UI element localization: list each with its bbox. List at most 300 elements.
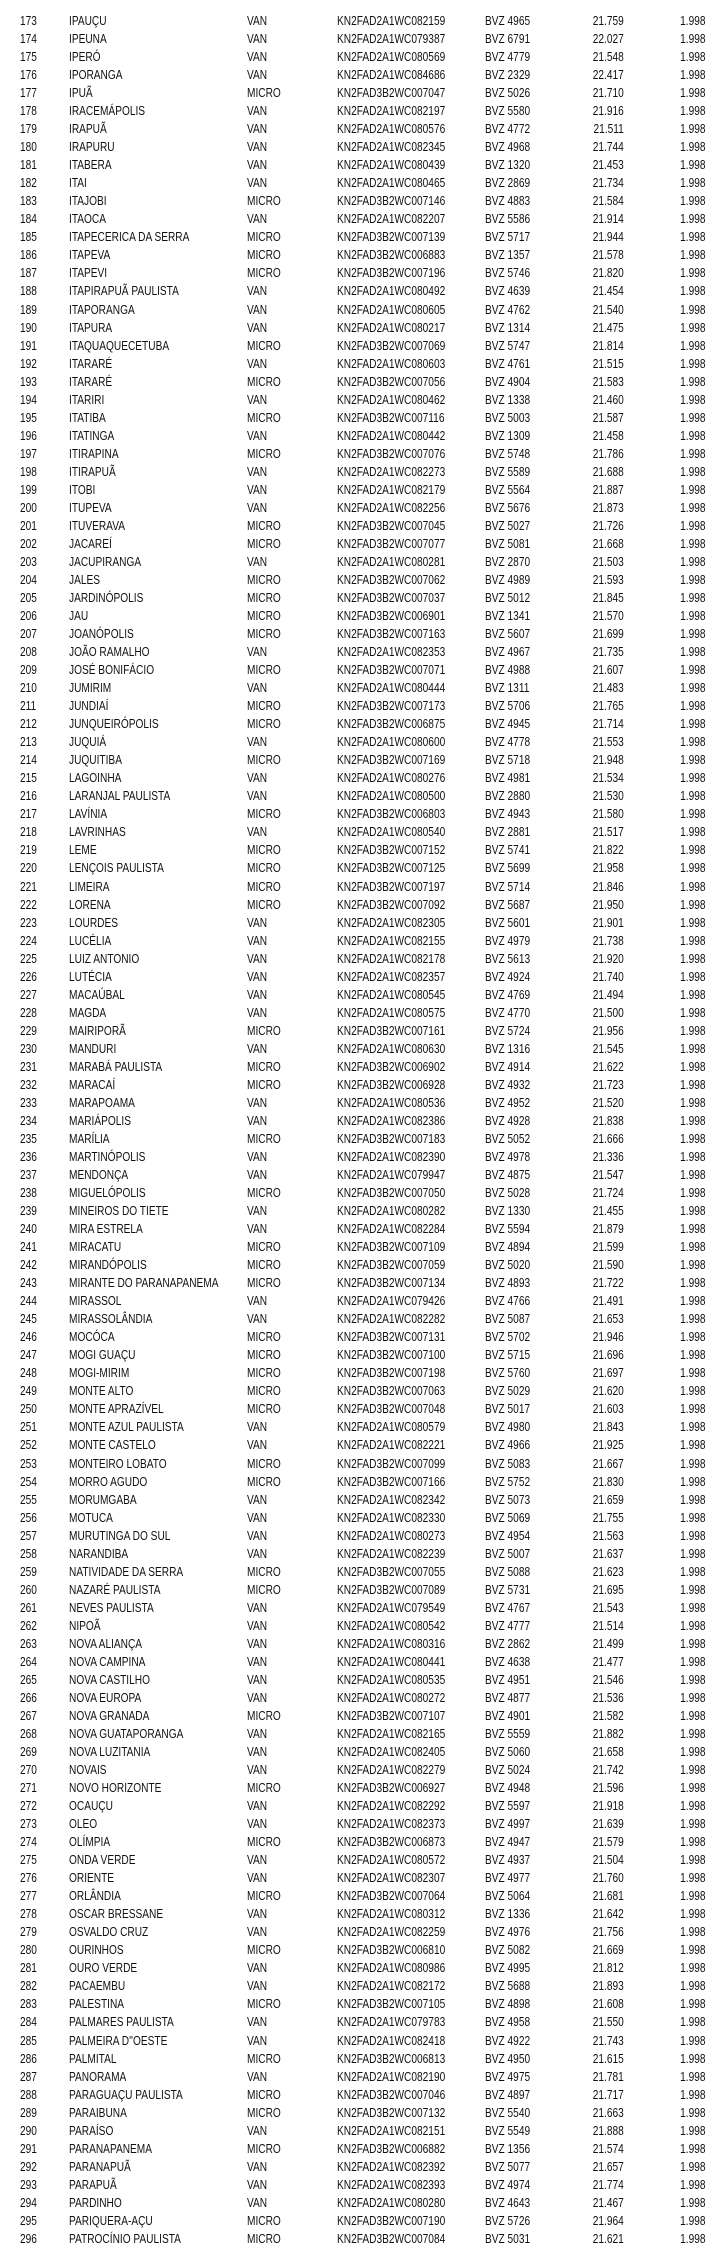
chassis-number-cell	[337, 2159, 476, 2175]
table-row	[0, 228, 722, 246]
license-plate-cell	[485, 1906, 543, 1922]
vehicle-type-cell	[247, 1149, 273, 1165]
chassis-number: KN2FAD3B2WC006882	[337, 2140, 446, 2156]
municipality-name-cell	[69, 49, 109, 65]
row-number-cell	[20, 1528, 42, 1544]
year: 1.998	[680, 1816, 706, 1832]
year: 1.998	[680, 1094, 706, 1110]
license-plate: BVZ 4761	[485, 355, 531, 371]
chassis-number: KN2FAD2A1WC082405	[337, 1744, 446, 1759]
chassis-number-cell	[337, 103, 476, 119]
license-plate: BVZ 5746	[485, 265, 531, 281]
year: 1.998	[680, 2068, 706, 2084]
vehicle-type-cell	[247, 2087, 290, 2103]
row-number: 262	[20, 1617, 37, 1633]
vehicle-type-cell	[247, 1726, 273, 1742]
license-plate-cell	[485, 1924, 543, 1940]
vehicle-type-cell	[247, 1239, 290, 1255]
municipality-name: NOVA CASTILHO	[69, 1671, 150, 1687]
year: 1.998	[680, 1022, 706, 1038]
year-cell	[673, 157, 706, 173]
vehicle-type-cell	[247, 1690, 273, 1706]
value: 21.838	[592, 1112, 624, 1128]
municipality-name-cell	[69, 1203, 197, 1219]
license-plate: BVZ 4762	[485, 301, 531, 317]
row-number: 201	[20, 517, 37, 533]
municipality-name: IRAPUÃ	[69, 121, 107, 137]
vehicle-type-cell	[247, 1275, 290, 1291]
municipality-name: NOVAIS	[69, 1762, 107, 1778]
value-cell	[584, 1149, 624, 1165]
chassis-number: KN2FAD2A1WC080312	[337, 1906, 446, 1922]
chassis-number: KN2FAD2A1WC082345	[337, 139, 446, 155]
row-number-cell	[20, 1347, 42, 1363]
municipality-name: MINEIROS DO TIETE	[69, 1203, 169, 1219]
vehicle-type: MICRO	[247, 1383, 281, 1399]
row-number-cell	[20, 951, 42, 967]
municipality-name-cell	[69, 31, 117, 47]
chassis-number-cell	[337, 1726, 476, 1742]
row-number-cell	[20, 933, 42, 949]
vehicle-type-cell	[247, 626, 290, 642]
vehicle-type: VAN	[247, 1545, 268, 1561]
chassis-number-cell	[337, 2033, 476, 2049]
row-number: 199	[20, 481, 37, 497]
chassis-number: KN2FAD2A1WC080986	[337, 1960, 446, 1976]
chassis-number: KN2FAD3B2WC007048	[337, 1401, 446, 1417]
row-number: 188	[20, 283, 37, 299]
table-row	[0, 1022, 722, 1040]
license-plate: BVZ 4779	[485, 49, 531, 65]
year-cell	[673, 987, 706, 1003]
license-plate-cell	[485, 464, 543, 480]
license-plate-cell	[485, 1834, 543, 1850]
row-number: 247	[20, 1347, 37, 1363]
license-plate: BVZ 5060	[485, 1744, 531, 1759]
license-plate: BVZ 5073	[485, 1491, 531, 1507]
value: 21.845	[592, 590, 624, 605]
table-row	[0, 463, 722, 481]
row-number: 232	[20, 1076, 37, 1092]
municipality-name-cell	[69, 752, 137, 768]
license-plate: BVZ 5081	[485, 535, 531, 551]
value-cell	[584, 951, 624, 967]
municipality-name-cell	[69, 1474, 169, 1490]
municipality-name-cell	[69, 1456, 194, 1472]
value-cell	[584, 2231, 624, 2247]
vehicle-type: VAN	[247, 553, 268, 569]
value-cell	[584, 1203, 624, 1219]
year-cell	[673, 175, 706, 191]
value-cell	[584, 1023, 624, 1039]
value: 21.639	[592, 1816, 624, 1832]
row-number-cell	[20, 698, 41, 714]
municipality-name-cell	[69, 1023, 142, 1039]
municipality-name: MOTUCA	[69, 1509, 113, 1525]
row-number-cell	[20, 320, 42, 336]
chassis-number: KN2FAD2A1WC082165	[337, 1725, 446, 1741]
chassis-number-cell	[337, 247, 476, 263]
chassis-number-cell	[337, 175, 476, 191]
license-plate-cell	[485, 518, 543, 534]
chassis-number: KN2FAD3B2WC007046	[337, 2086, 446, 2102]
municipality-name: ITOBI	[69, 481, 96, 497]
row-number-cell	[20, 157, 42, 173]
year-cell	[673, 1041, 706, 1057]
value-cell	[584, 860, 624, 876]
municipality-name-cell	[69, 1329, 128, 1345]
row-number-cell	[20, 1456, 42, 1472]
year: 1.998	[680, 770, 706, 786]
chassis-number-cell	[337, 121, 476, 137]
license-plate-cell	[485, 500, 543, 516]
row-number-cell	[20, 1131, 42, 1147]
table-row	[0, 1094, 722, 1112]
year: 1.998	[680, 950, 706, 966]
vehicle-type-cell	[247, 374, 290, 390]
vehicle-type: MICRO	[247, 571, 281, 587]
year: 1.998	[680, 2158, 706, 2174]
chassis-number: KN2FAD2A1WC082373	[337, 1816, 446, 1832]
chassis-number: KN2FAD3B2WC007084	[337, 2230, 446, 2246]
license-plate-cell	[485, 1546, 543, 1562]
year-cell	[673, 356, 706, 372]
row-number-cell	[20, 374, 42, 390]
vehicle-type: VAN	[247, 2158, 268, 2174]
vehicle-type: VAN	[247, 1744, 268, 1759]
value-cell	[584, 1708, 624, 1724]
vehicle-type: VAN	[247, 355, 268, 371]
chassis-number-cell	[337, 1095, 476, 1111]
municipality-name: LORENA	[69, 896, 111, 912]
year: 1.998	[680, 1419, 706, 1435]
year: 1.998	[680, 2230, 706, 2246]
table-row	[0, 1977, 722, 1995]
municipality-name-cell	[69, 1311, 176, 1327]
row-number: 193	[20, 373, 37, 389]
license-plate: BVZ 5007	[485, 1545, 531, 1561]
value-cell	[584, 1275, 624, 1291]
value: 21.774	[592, 2176, 624, 2192]
license-plate: BVZ 4643	[485, 2194, 531, 2210]
year: 1.998	[680, 1004, 706, 1020]
row-number-cell	[20, 662, 42, 678]
value: 21.546	[592, 1671, 624, 1687]
value: 21.914	[592, 211, 624, 227]
year-cell	[673, 1239, 706, 1255]
value-cell	[584, 1582, 624, 1598]
chassis-number: KN2FAD2A1WC080217	[337, 319, 446, 335]
license-plate: BVZ 4975	[485, 2068, 531, 2084]
chassis-number: KN2FAD3B2WC007131	[337, 1329, 446, 1345]
vehicle-type: VAN	[247, 1635, 268, 1651]
chassis-number-cell	[337, 2105, 476, 2121]
year-cell	[673, 1293, 706, 1309]
chassis-number: KN2FAD3B2WC007116	[337, 409, 445, 425]
value: 21.584	[592, 193, 624, 209]
row-number: 242	[20, 1257, 37, 1273]
year: 1.998	[680, 1725, 706, 1741]
municipality-name: ITAPIRAPUÃ PAULISTA	[69, 283, 179, 299]
vehicle-type: VAN	[247, 1816, 268, 1832]
license-plate-cell	[485, 572, 543, 588]
municipality-name: JACUPIRANGA	[69, 553, 142, 569]
municipality-name-cell	[69, 1167, 145, 1183]
municipality-name: LAGOINHA	[69, 770, 122, 786]
table-row	[0, 1274, 722, 1292]
license-plate: BVZ 5586	[485, 211, 531, 227]
value-cell	[584, 283, 624, 299]
municipality-name: MIGUELÓPOLIS	[69, 1185, 146, 1201]
license-plate-cell	[485, 175, 543, 191]
row-number: 208	[20, 644, 37, 660]
license-plate-cell	[485, 1401, 543, 1417]
value-cell	[584, 1672, 624, 1688]
license-plate-cell	[485, 49, 543, 65]
chassis-number: KN2FAD3B2WC007109	[337, 1239, 446, 1255]
municipality-name-cell	[69, 734, 117, 750]
year-cell	[673, 1672, 706, 1688]
chassis-number: KN2FAD3B2WC007196	[337, 265, 446, 281]
chassis-number: KN2FAD3B2WC007045	[337, 517, 446, 533]
row-number: 287	[20, 2068, 37, 2084]
municipality-name: MIRACATU	[69, 1239, 122, 1255]
value-cell	[584, 716, 624, 732]
row-number: 273	[20, 1816, 37, 1832]
license-plate: BVZ 4966	[485, 1437, 531, 1453]
value-cell	[584, 2195, 624, 2211]
license-plate-cell	[485, 13, 543, 29]
table-row	[0, 1743, 722, 1761]
license-plate-cell	[485, 644, 543, 660]
municipality-name: PARANAPUÃ	[69, 2158, 131, 2174]
license-plate-cell	[485, 392, 543, 408]
row-number-cell	[20, 752, 42, 768]
chassis-number-cell	[337, 1221, 476, 1237]
value: 21.607	[592, 662, 624, 678]
chassis-number: KN2FAD2A1WC080444	[337, 680, 446, 696]
value: 21.888	[592, 2122, 624, 2138]
municipality-name: ITARARÉ	[69, 355, 113, 371]
table-row	[0, 986, 722, 1004]
vehicle-type-cell	[247, 320, 273, 336]
license-plate: BVZ 4777	[485, 1617, 531, 1633]
municipality-name: NOVA EUROPA	[69, 1689, 142, 1705]
vehicle-type: MICRO	[247, 1996, 281, 2012]
municipality-name: OSVALDO CRUZ	[69, 1924, 149, 1940]
year-cell	[673, 193, 706, 209]
license-plate: BVZ 4995	[485, 1960, 531, 1976]
municipality-name: JUNQUEIRÓPOLIS	[69, 716, 159, 732]
value-cell	[584, 536, 624, 552]
license-plate-cell	[485, 2051, 543, 2067]
row-number: 184	[20, 211, 37, 227]
license-plate-cell	[485, 2141, 543, 2157]
value-cell	[584, 157, 624, 173]
chassis-number-cell	[337, 1744, 476, 1760]
municipality-name-cell	[69, 626, 152, 642]
chassis-number-cell	[337, 1257, 476, 1273]
chassis-number-cell	[337, 554, 476, 570]
value: 21.615	[592, 2050, 624, 2066]
value: 21.540	[592, 301, 624, 317]
table-row	[0, 1527, 722, 1545]
vehicle-type: VAN	[247, 1852, 268, 1868]
row-number-cell	[20, 1582, 42, 1598]
chassis-number: KN2FAD2A1WC080540	[337, 824, 446, 840]
table-row	[0, 120, 722, 138]
municipality-name-cell	[69, 536, 124, 552]
chassis-number: KN2FAD3B2WC006902	[337, 1058, 446, 1074]
chassis-number-cell	[337, 1113, 476, 1129]
table-row	[0, 2158, 722, 2176]
vehicle-type-cell	[247, 356, 273, 372]
municipality-name-cell	[69, 1059, 188, 1075]
row-number: 189	[20, 301, 37, 317]
license-plate: BVZ 5715	[485, 1347, 531, 1363]
municipality-name: JALES	[69, 571, 101, 587]
row-number: 252	[20, 1437, 37, 1453]
license-plate: BVZ 2880	[485, 788, 531, 804]
license-plate-cell	[485, 1474, 543, 1490]
chassis-number: KN2FAD3B2WC007134	[337, 1275, 446, 1291]
row-number-cell	[20, 806, 42, 822]
year: 1.998	[680, 1112, 706, 1128]
license-plate: BVZ 1356	[485, 2140, 531, 2156]
municipality-name: IRACEMÁPOLIS	[69, 103, 146, 119]
municipality-name: ITIRAPINA	[69, 445, 119, 461]
license-plate: BVZ 1309	[485, 427, 531, 443]
row-number-cell	[20, 13, 42, 29]
chassis-number: KN2FAD3B2WC007059	[337, 1257, 446, 1273]
municipality-name: LIMEIRA	[69, 878, 110, 894]
vehicle-type: VAN	[247, 1617, 268, 1633]
municipality-name: OURINHOS	[69, 1942, 124, 1958]
table-row	[0, 246, 722, 264]
value-cell	[584, 1419, 624, 1435]
municipality-name: NOVA GRANADA	[69, 1707, 150, 1723]
year: 1.998	[680, 175, 706, 191]
year-cell	[673, 1996, 706, 2012]
license-plate-cell	[485, 1600, 543, 1616]
value: 21.534	[592, 770, 624, 786]
row-number: 283	[20, 1996, 37, 2012]
chassis-number: KN2FAD3B2WC007071	[337, 662, 446, 678]
chassis-number-cell	[337, 1474, 476, 1490]
year: 1.998	[680, 571, 706, 587]
license-plate: BVZ 5717	[485, 229, 531, 245]
license-plate: BVZ 4937	[485, 1852, 531, 1868]
row-number: 295	[20, 2212, 37, 2228]
year-cell	[673, 842, 706, 858]
year: 1.998	[680, 1996, 706, 2012]
value: 21.548	[592, 49, 624, 65]
vehicle-type: VAN	[247, 1094, 268, 1110]
vehicle-type-cell	[247, 915, 273, 931]
value-cell	[584, 2213, 624, 2229]
value-cell	[584, 752, 624, 768]
chassis-number: KN2FAD3B2WC007037	[337, 590, 446, 605]
chassis-number-cell	[337, 879, 476, 895]
row-number-cell	[20, 1437, 42, 1453]
license-plate-cell	[485, 482, 543, 498]
municipality-name-cell	[69, 1816, 105, 1832]
row-number-cell	[20, 1185, 42, 1201]
municipality-name-cell	[69, 1492, 156, 1508]
vehicle-type-cell	[247, 1203, 273, 1219]
vehicle-type-cell	[247, 1618, 273, 1634]
license-plate: BVZ 5082	[485, 1942, 531, 1958]
table-row	[0, 607, 722, 625]
vehicle-type-cell	[247, 1924, 273, 1940]
vehicle-type: VAN	[247, 1978, 268, 1994]
license-plate-cell	[485, 193, 543, 209]
municipality-name-cell	[69, 1978, 141, 1994]
license-plate: BVZ 6791	[485, 31, 531, 47]
chassis-number: KN2FAD2A1WC080535	[337, 1671, 446, 1687]
table-row	[0, 1671, 722, 1689]
year: 1.998	[680, 85, 706, 101]
municipality-name: PARIQUERA-AÇU	[69, 2212, 153, 2228]
value-cell	[584, 1456, 624, 1472]
year: 1.998	[680, 139, 706, 155]
value: 21.663	[592, 2104, 624, 2120]
municipality-name-cell	[69, 1564, 215, 1580]
chassis-number: KN2FAD2A1WC082178	[337, 950, 446, 966]
municipality-name: JUQUIÁ	[69, 734, 107, 750]
row-number-cell	[20, 1311, 42, 1327]
vehicle-type-cell	[247, 806, 290, 822]
value: 21.593	[592, 571, 624, 587]
table-row	[0, 1923, 722, 1941]
chassis-number: KN2FAD2A1WC080605	[337, 301, 446, 317]
table-row	[0, 48, 722, 66]
row-number: 259	[20, 1563, 37, 1579]
chassis-number: KN2FAD2A1WC079549	[337, 1599, 446, 1615]
municipality-name: JUMIRIM	[69, 680, 112, 696]
value: 21.735	[592, 644, 624, 660]
license-plate-cell	[485, 806, 543, 822]
municipality-name: ITAQUAQUECETUBA	[69, 337, 170, 353]
value: 21.948	[592, 752, 624, 768]
chassis-number: KN2FAD2A1WC082279	[337, 1762, 446, 1778]
vehicle-type: VAN	[247, 301, 268, 317]
value-cell	[584, 2033, 624, 2049]
vehicle-type-cell	[247, 518, 290, 534]
row-number: 269	[20, 1744, 37, 1759]
license-plate-cell	[485, 1816, 543, 1832]
value-cell	[584, 31, 624, 47]
chassis-number: KN2FAD3B2WC007132	[337, 2104, 446, 2120]
year: 1.998	[680, 1581, 706, 1597]
year-cell	[673, 374, 706, 390]
municipality-name: PANORAMA	[69, 2068, 127, 2084]
year: 1.998	[680, 2050, 706, 2066]
value-cell	[584, 897, 624, 913]
municipality-name-cell	[69, 446, 133, 462]
year: 1.998	[680, 1203, 706, 1219]
license-plate-cell	[485, 1167, 543, 1183]
row-number-cell	[20, 915, 42, 931]
year-cell	[673, 1005, 706, 1021]
municipality-name-cell	[69, 1852, 154, 1868]
vehicle-type-cell	[247, 1834, 290, 1850]
municipality-name-cell	[69, 662, 178, 678]
year-cell	[673, 265, 706, 281]
table-row	[0, 517, 722, 535]
license-plate: BVZ 5020	[485, 1257, 531, 1273]
vehicle-type-cell	[247, 2105, 290, 2121]
